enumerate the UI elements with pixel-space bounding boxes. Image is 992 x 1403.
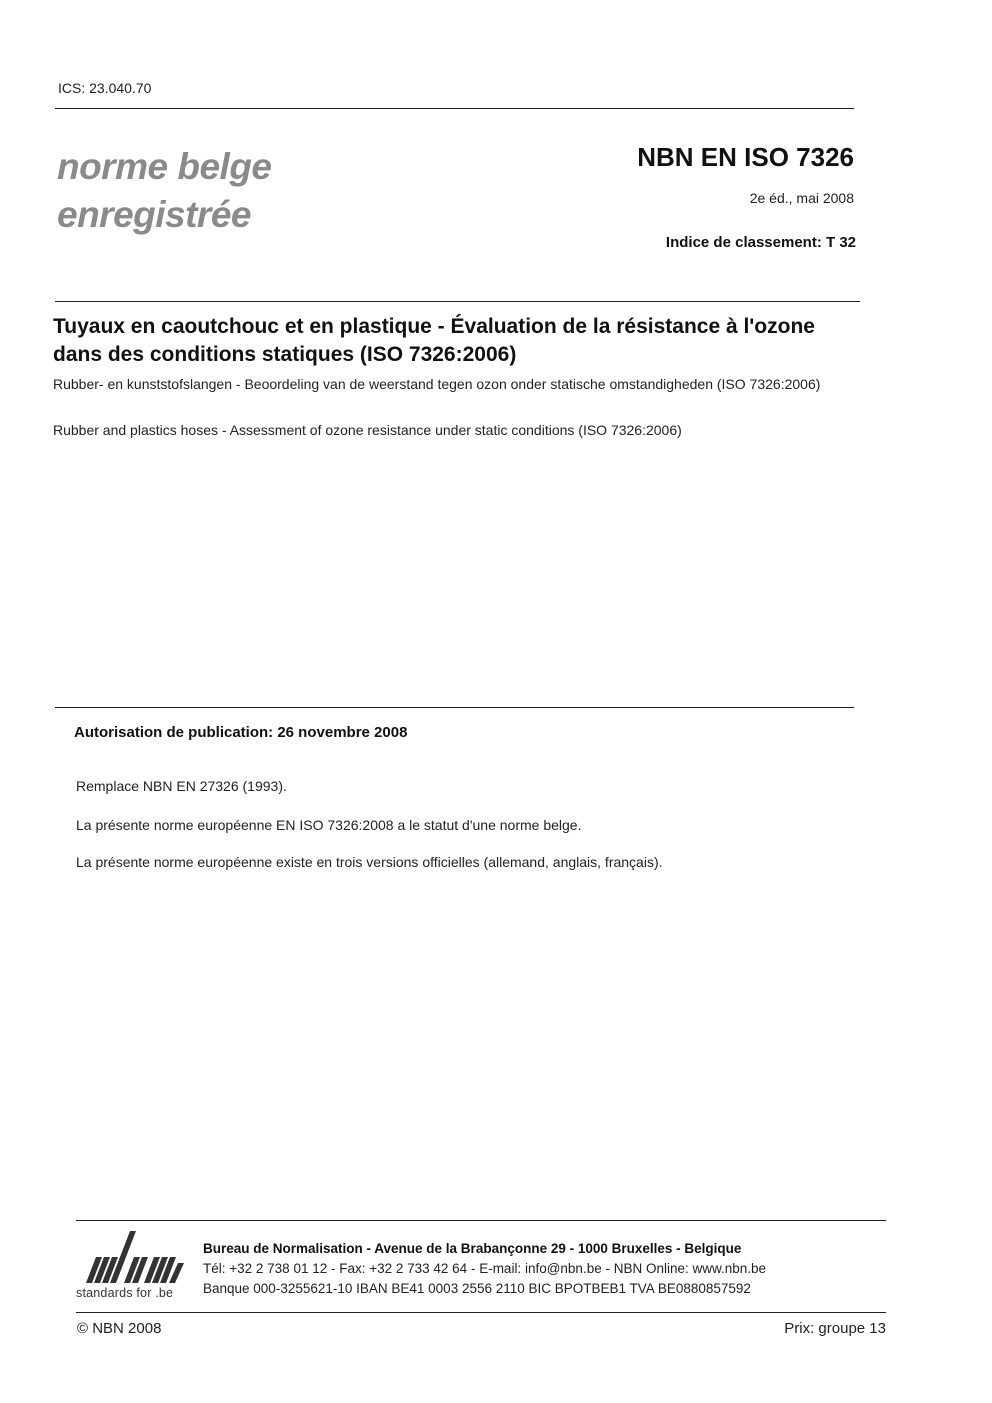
replaces-note: Remplace NBN EN 27326 (1993). (76, 778, 287, 794)
footer-bank: Banque 000-3255621-10 IBAN BE41 0003 2556 2110 BIC BPOTBEB1 TVA BE0880857592 (203, 1281, 751, 1296)
nbn-logo (74, 1227, 192, 1307)
title-divider (55, 301, 860, 302)
versions-note: La présente norme européenne existe en trois versions officielles (allemand, anglais, français). (76, 854, 663, 870)
footer-divider-top (76, 1220, 886, 1221)
footer-contact: Tél: +32 2 738 01 12 - Fax: +32 2 733 42 64 - E-mail: info@nbn.be - NBN Online: www.nbn.be (203, 1261, 767, 1276)
footer-address: Bureau de Normalisation - Avenue de la Brabançonne 29 - 1000 Bruxelles - Belgique (203, 1241, 742, 1256)
title-english: Rubber and plastics hoses - Assessment of ozone resistance under static conditions (ISO 7326:2006) (53, 422, 682, 438)
footer-divider-bottom (76, 1312, 886, 1313)
edition-date: 2e éd., mai 2008 (749, 190, 854, 206)
copyright: © NBN 2008 (77, 1320, 162, 1337)
title-dutch: Rubber- en kunststofslangen - Beoordeling van de weerstand tegen ozon onder statische omstandigheden (ISO 7326:2006) (53, 376, 821, 392)
ics-code: ICS: 23.040.70 (58, 80, 152, 96)
publication-divider (55, 707, 854, 708)
logo-caption: standards for .be (76, 1286, 174, 1300)
price-group: Prix: groupe 13 (784, 1320, 886, 1337)
standard-number: NBN EN ISO 7326 (637, 142, 854, 172)
nbn-logo-mark (74, 1227, 192, 1287)
header-divider (55, 108, 854, 109)
brand-line-2: enregistrée (57, 194, 251, 235)
status-note: La présente norme européenne EN ISO 7326:2008 a le statut d'une norme belge. (76, 817, 582, 833)
brand-title (57, 143, 272, 239)
title-french: Tuyaux en caoutchouc et en plastique - Évaluation de la résistance à l'ozone dans des conditions statiques (ISO 7326:2006) (53, 315, 815, 366)
brand-line-1: norme belge (57, 146, 272, 187)
classification-index: Indice de classement: T 32 (665, 234, 856, 251)
publication-authorisation: Autorisation de publication: 26 novembre 2008 (74, 724, 408, 741)
